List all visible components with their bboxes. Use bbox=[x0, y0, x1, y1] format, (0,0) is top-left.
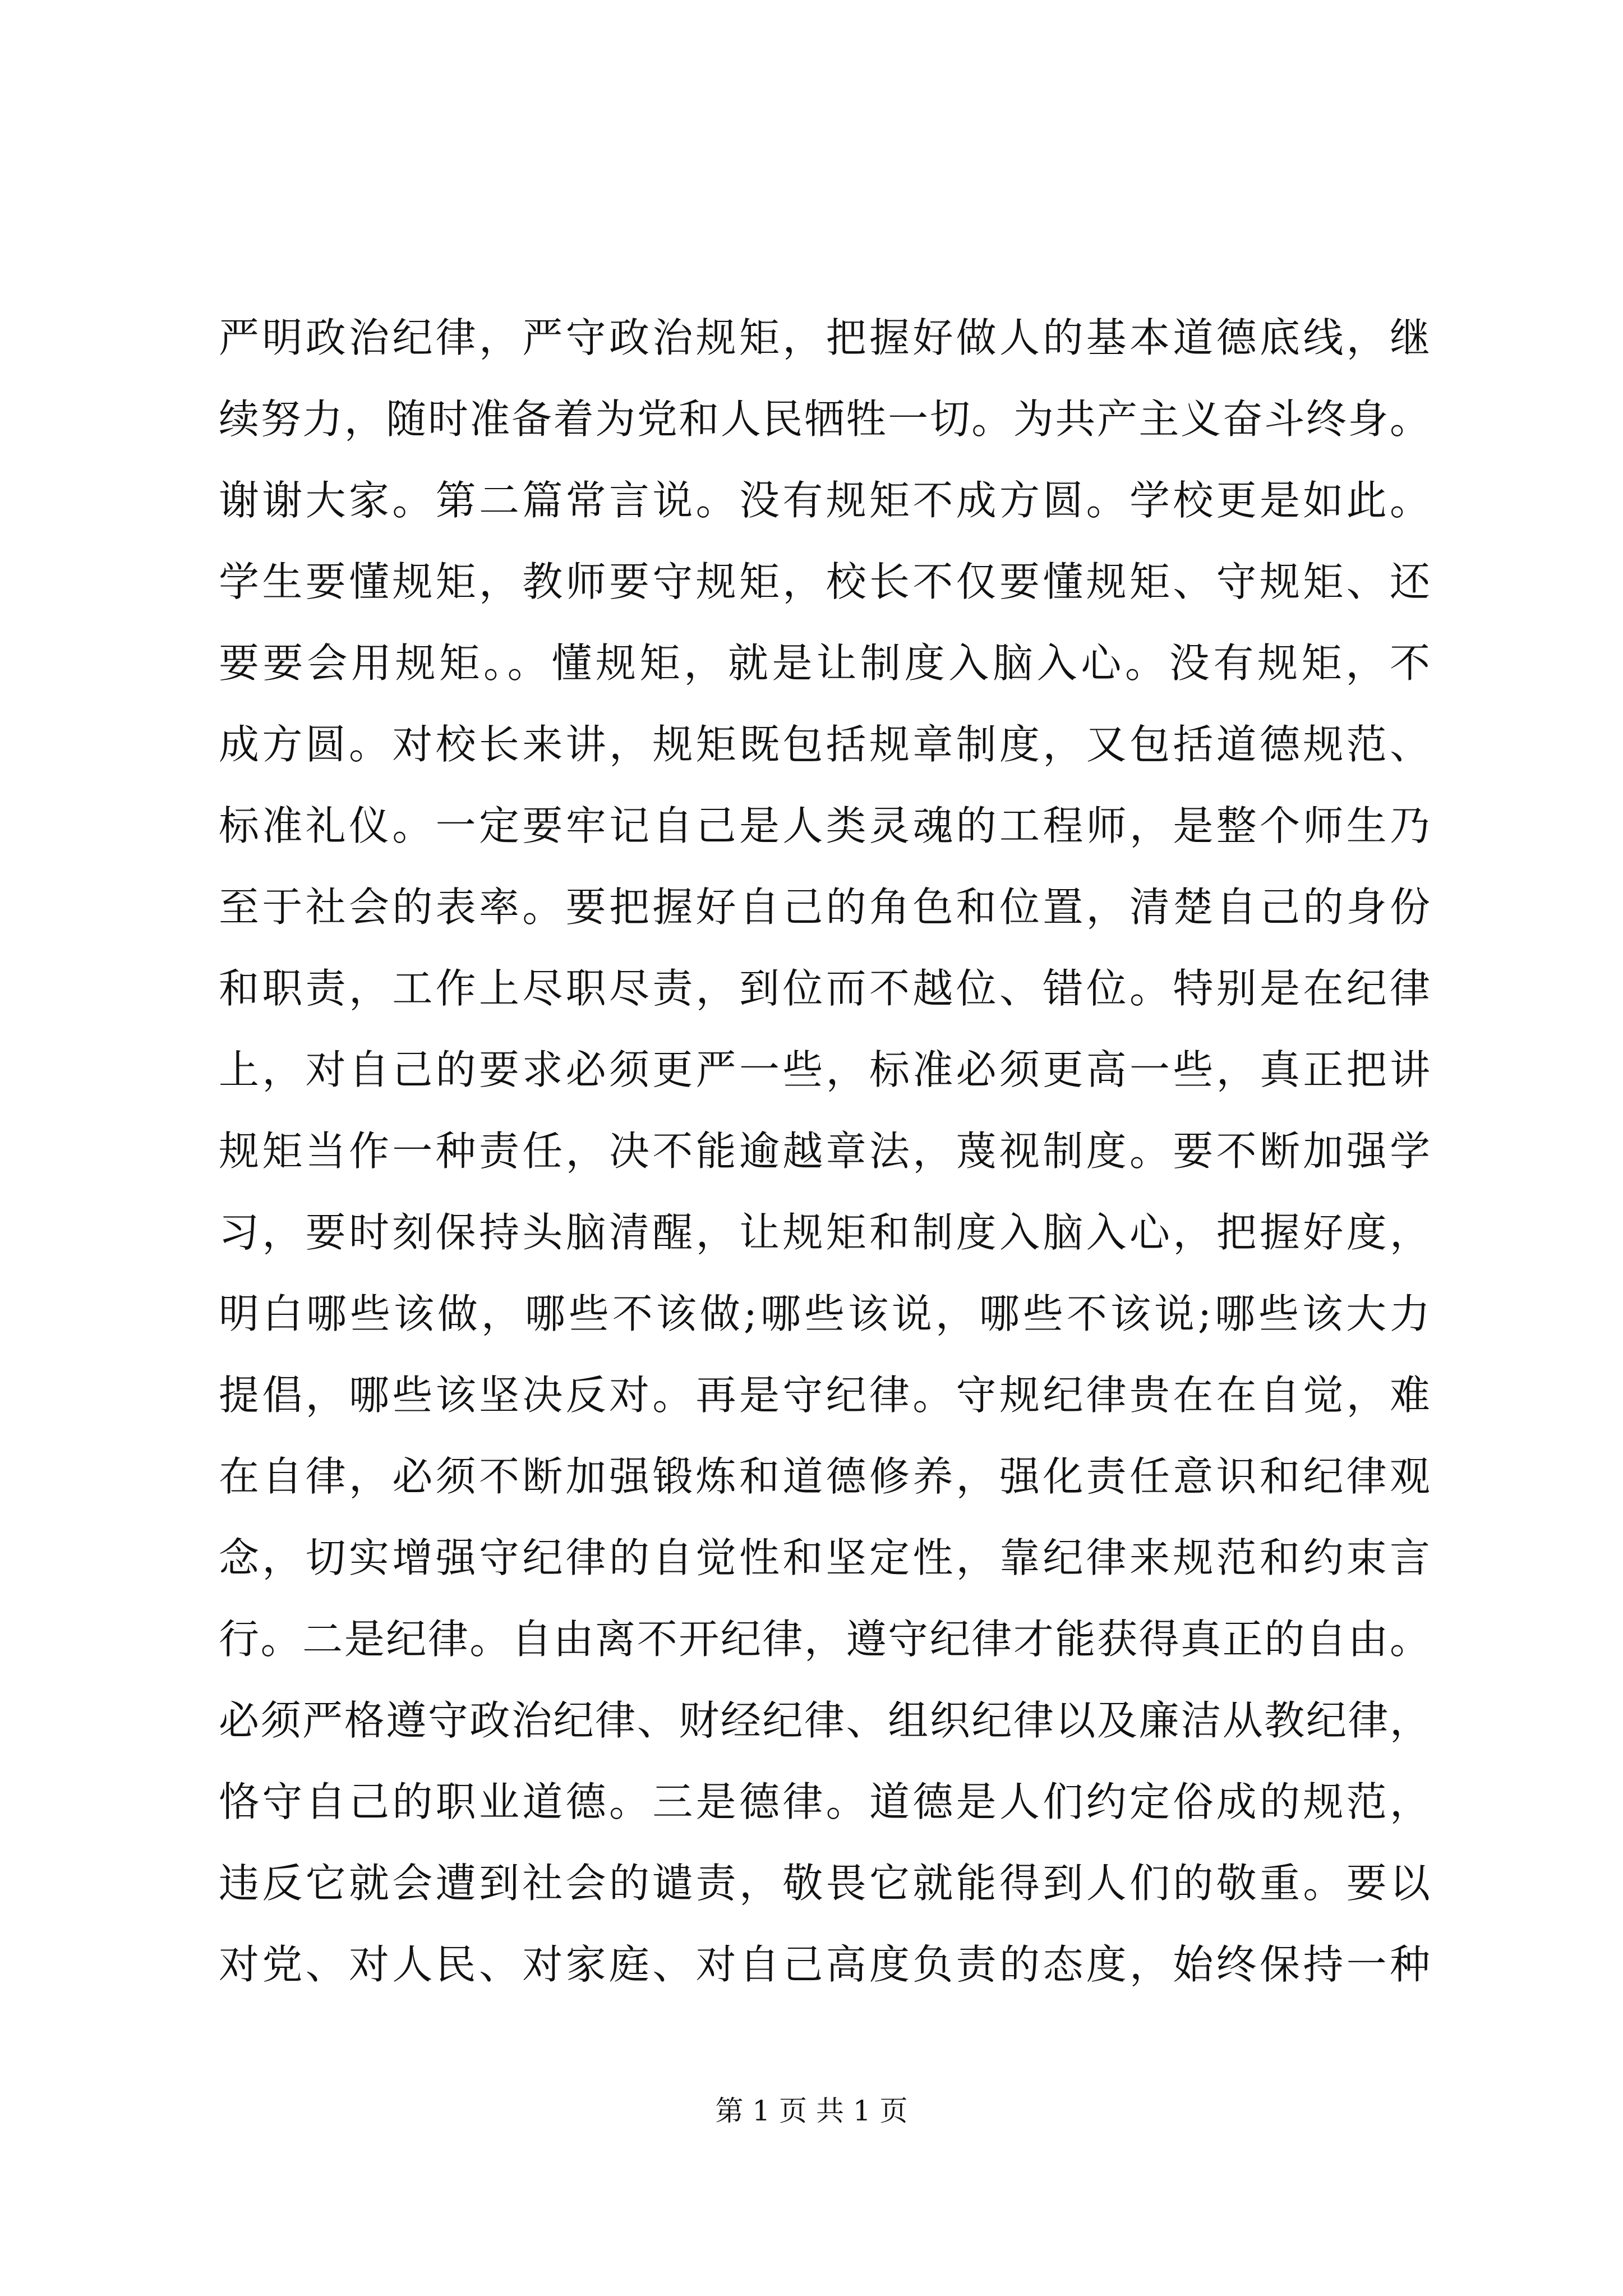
text-line: 至于社会的表率。要把握好自己的角色和位置，清楚自己的身份 bbox=[219, 884, 1430, 931]
text-line: 违反它就会遭到社会的谴责，敬畏它就能得到人们的敬重。要以 bbox=[219, 1860, 1430, 1907]
body-text bbox=[219, 297, 1430, 2005]
text-line: 学生要懂规矩，教师要守规矩，校长不仅要懂规矩、守规矩、还 bbox=[219, 558, 1430, 605]
text-line: 谢谢大家。第二篇常言说。没有规矩不成方圆。学校更是如此。 bbox=[219, 477, 1430, 524]
text-line: 上，对自己的要求必须更严一些，标准必须更高一些，真正把讲 bbox=[219, 1046, 1430, 1093]
text-line: 规矩当作一种责任，决不能逾越章法，蔑视制度。要不断加强学 bbox=[219, 1128, 1430, 1175]
page-number-label: 第 1 页 共 1 页 bbox=[715, 2095, 908, 2127]
text-line: 恪守自己的职业道德。三是德律。道德是人们约定俗成的规范， bbox=[219, 1778, 1430, 1825]
text-line: 和职责，工作上尽职尽责，到位而不越位、错位。特别是在纪律 bbox=[219, 965, 1430, 1012]
text-line: 行。二是纪律。自由离不开纪律，遵守纪律才能获得真正的自由。 bbox=[219, 1616, 1430, 1663]
text-line: 提倡，哪些该坚决反对。再是守纪律。守规纪律贵在在自觉，难 bbox=[219, 1372, 1430, 1419]
text-line: 要要会用规矩。。懂规矩，就是让制度入脑入心。没有规矩，不 bbox=[219, 639, 1430, 687]
text-line: 成方圆。对校长来讲，规矩既包括规章制度，又包括道德规范、 bbox=[219, 721, 1430, 768]
text-line: 标准礼仪。一定要牢记自己是人类灵魂的工程师，是整个师生乃 bbox=[219, 802, 1430, 849]
text-line: 对党、对人民、对家庭、对自己高度负责的态度，始终保持一种 bbox=[219, 1941, 1430, 1988]
text-line: 必须严格遵守政治纪律、财经纪律、组织纪律以及廉洁从教纪律， bbox=[219, 1697, 1430, 1744]
text-line: 严明政治纪律，严守政治规矩，把握好做人的基本道德底线，继 bbox=[219, 314, 1430, 361]
text-line: 习，要时刻保持头脑清醒，让规矩和制度入脑入心，把握好度， bbox=[219, 1209, 1430, 1256]
page-footer bbox=[0, 2091, 1623, 2131]
text-line: 念，切实增强守纪律的自觉性和坚定性，靠纪律来规范和约束言 bbox=[219, 1534, 1430, 1581]
text-line: 明白哪些该做，哪些不该做;哪些该说，哪些不该说;哪些该大力 bbox=[219, 1290, 1430, 1337]
text-line: 在自律，必须不断加强锻炼和道德修养，强化责任意识和纪律观 bbox=[219, 1453, 1430, 1500]
text-line: 续努力，随时准备着为党和人民牺牲一切。为共产主义奋斗终身。 bbox=[219, 395, 1430, 443]
